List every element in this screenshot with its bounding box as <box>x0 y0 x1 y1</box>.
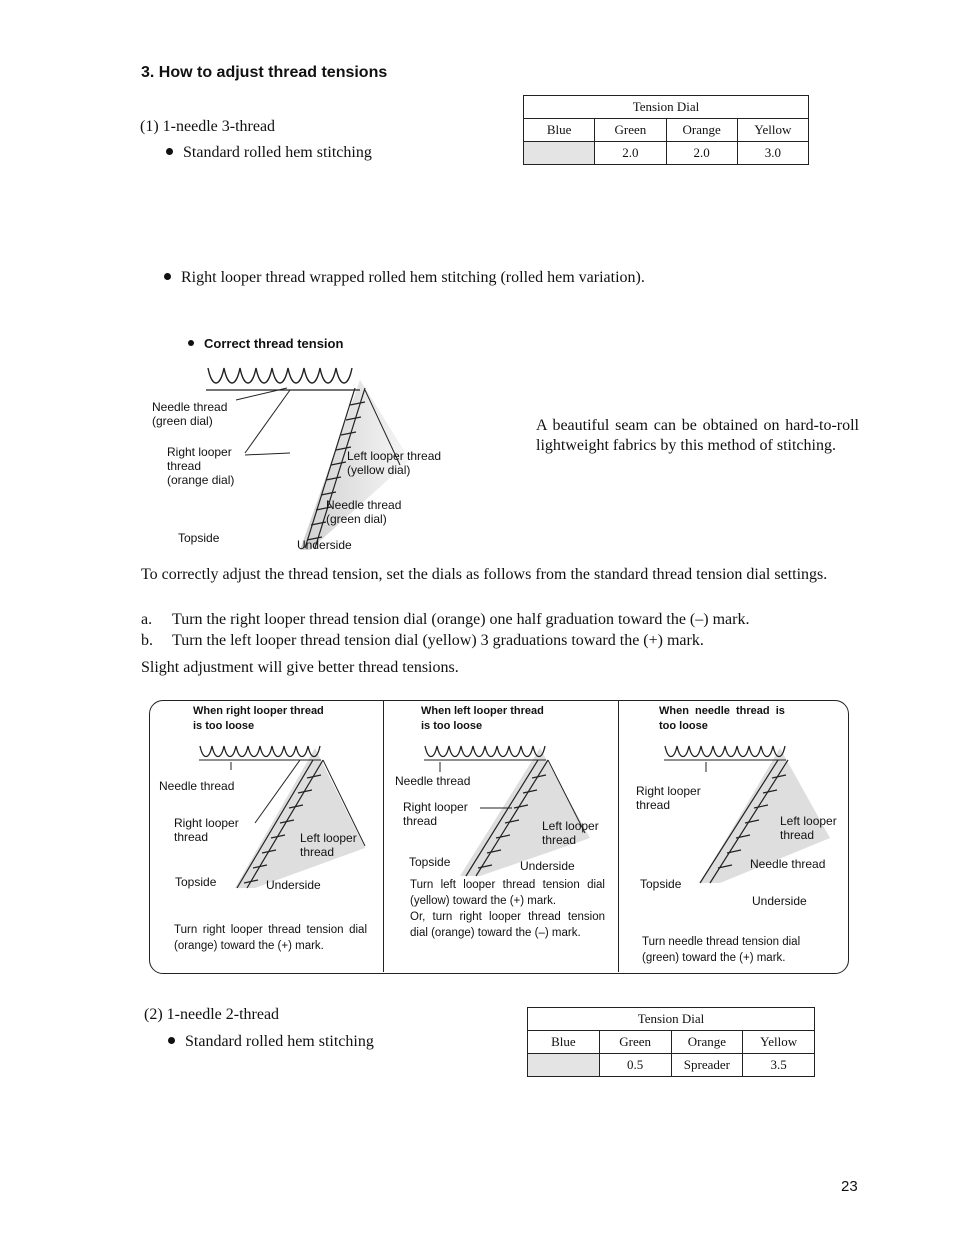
correct-description: A beautiful seam can be obtained on hard-to-roll lightweight fabrics by this method of stitching. <box>536 417 859 454</box>
label-left-looper: Left looper thread (yellow dial) <box>347 449 442 477</box>
panel3-label-c: Needle thread <box>750 857 826 871</box>
value-orange: Spreader <box>671 1054 743 1077</box>
step-b: b. Turn the left looper thread tension dial (yellow) 3 graduations toward the (+) mark. <box>141 632 704 649</box>
part2-bullet: Standard rolled hem stitching <box>168 1032 374 1052</box>
panel3-label-e: Underside <box>752 894 807 908</box>
panel-divider <box>383 701 384 972</box>
panel3-heading: When needle thread is too loose <box>659 705 785 732</box>
panel1-label-a: Needle thread <box>159 779 235 793</box>
header-green: Green <box>599 1031 671 1054</box>
panel1-text: Turn right looper thread tension dial (orange) toward the (+) mark. <box>174 924 367 952</box>
table-title: Tension Dial <box>528 1008 815 1031</box>
panel3-label-d: Topside <box>640 877 682 891</box>
panel1-label-b: Right looper thread <box>174 816 239 844</box>
value-green: 2.0 <box>595 142 666 165</box>
tension-dial-table-2 <box>527 1007 815 1077</box>
section-title: 3. How to adjust thread tensions <box>141 64 388 81</box>
value-green: 0.5 <box>599 1054 671 1077</box>
panel2-label-a: Needle thread <box>395 774 471 788</box>
variation-bullet: Right looper thread wrapped rolled hem stitching (rolled hem variation). <box>164 268 645 288</box>
value-blue <box>528 1054 600 1077</box>
panel1-label-d: Topside <box>175 875 217 889</box>
header-yellow: Yellow <box>737 119 808 142</box>
panel3-text: Turn needle thread tension dial (green) toward the (+) mark. <box>642 936 801 964</box>
panel3-label-b: Left looper thread <box>780 814 837 842</box>
header-yellow: Yellow <box>743 1031 815 1054</box>
page-number: 23 <box>841 1178 858 1195</box>
panel3-label-a: Right looper thread <box>636 784 701 812</box>
panel2-label-c: Left looper thread <box>542 819 599 847</box>
part1-heading: (1) 1-needle 3-thread <box>140 118 276 135</box>
header-orange: Orange <box>671 1031 743 1054</box>
tension-dial-table-1 <box>523 95 809 165</box>
header-green: Green <box>595 119 666 142</box>
panel2-label-e: Underside <box>520 859 575 873</box>
label-right-looper: Right looper thread (orange dial) <box>167 445 235 487</box>
instructions-note: Slight adjustment will give better thread tensions. <box>141 659 459 676</box>
label-underside: Underside <box>297 538 352 552</box>
panel1-heading: When right looper thread is too loose <box>193 705 324 732</box>
label-needle-thread-bottom: Needle thread (green dial) <box>326 498 402 526</box>
table-title: Tension Dial <box>524 96 809 119</box>
panel2-heading: When left looper thread is too loose <box>421 705 544 732</box>
header-blue: Blue <box>528 1031 600 1054</box>
bullet-icon <box>166 148 173 155</box>
bullet-icon <box>188 340 194 346</box>
part1-bullet: Standard rolled hem stitching <box>166 143 372 163</box>
part2-heading: (2) 1-needle 2-thread <box>144 1006 280 1023</box>
label-topside: Topside <box>178 531 220 545</box>
value-yellow: 3.5 <box>743 1054 815 1077</box>
correct-heading: Correct thread tension <box>188 336 343 351</box>
panel2-label-b: Right looper thread <box>403 800 468 828</box>
instructions-intro: To correctly adjust the thread tension, set the dials as follows from the standard thread tension dial settings. <box>141 566 828 583</box>
panel-divider <box>618 701 619 972</box>
panel2-label-d: Topside <box>409 855 451 869</box>
panel1-label-c: Left looper thread <box>300 831 357 859</box>
header-orange: Orange <box>666 119 737 142</box>
bullet-icon <box>168 1037 175 1044</box>
value-blue <box>524 142 595 165</box>
label-needle-thread-top: Needle thread (green dial) <box>152 400 228 428</box>
panel1-label-e: Underside <box>266 878 321 892</box>
header-blue: Blue <box>524 119 595 142</box>
value-orange: 2.0 <box>666 142 737 165</box>
panel2-text: Turn left looper thread tension dial (yellow) toward the (+) mark. Or, turn right looper thread tension dial (orange) toward the (–) mark. <box>410 879 605 939</box>
bullet-icon <box>164 273 171 280</box>
value-yellow: 3.0 <box>737 142 808 165</box>
step-a: a. Turn the right looper thread tension dial (orange) one half graduation toward the (–) mark. <box>141 611 750 628</box>
